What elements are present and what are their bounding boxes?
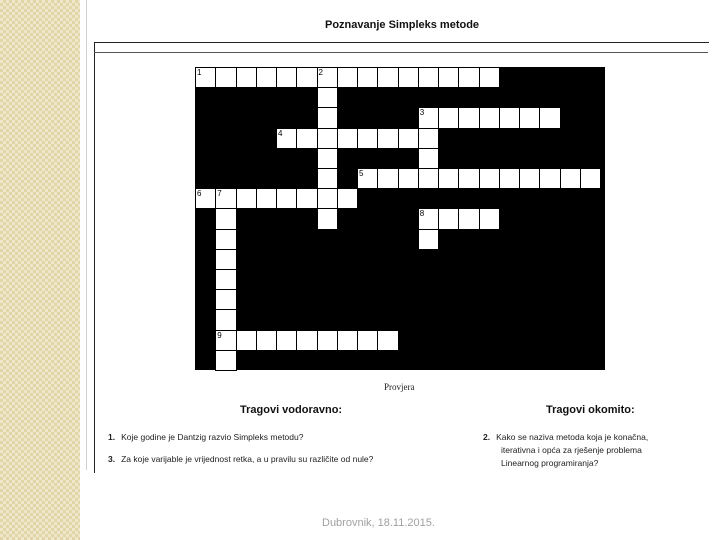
crossword-cell[interactable] xyxy=(438,67,459,88)
crossword-cell[interactable] xyxy=(438,107,459,128)
crossword-cell[interactable] xyxy=(499,107,520,128)
crossword-cell[interactable] xyxy=(418,128,439,149)
crossword-cell[interactable] xyxy=(580,168,601,189)
crossword-cell[interactable] xyxy=(317,148,338,169)
crossword-cell[interactable] xyxy=(317,168,338,189)
crossword-cell[interactable] xyxy=(398,128,419,149)
document-title: Poznavanje Simpleks metode xyxy=(325,19,480,31)
crossword-cell[interactable] xyxy=(256,330,277,351)
side-divider xyxy=(86,0,87,470)
crossword-cell[interactable] xyxy=(337,330,358,351)
crossword-cell[interactable] xyxy=(377,168,398,189)
crossword-cell[interactable] xyxy=(418,229,439,250)
crossword-number-1: 1 xyxy=(197,68,202,77)
crossword-cell[interactable] xyxy=(539,107,560,128)
crossword-cell[interactable] xyxy=(296,67,317,88)
crossword-cell[interactable] xyxy=(479,107,500,128)
crossword-cell[interactable] xyxy=(479,168,500,189)
down-clue-2 xyxy=(483,432,648,442)
crossword-number-3: 3 xyxy=(419,108,425,118)
crossword-cell[interactable] xyxy=(458,67,479,88)
crossword-cell[interactable] xyxy=(418,168,439,189)
document-header-rule xyxy=(94,52,708,53)
crossword-number-8: 8 xyxy=(419,209,425,219)
crossword-cell[interactable] xyxy=(560,168,581,189)
crossword-cell[interactable] xyxy=(296,330,317,351)
crossword-cell[interactable] xyxy=(479,67,500,88)
crossword-cell[interactable] xyxy=(215,249,236,270)
crossword-cell[interactable] xyxy=(215,208,236,229)
crossword-number-7: 7 xyxy=(217,189,222,199)
crossword-cell[interactable] xyxy=(215,229,236,250)
crossword-cell[interactable] xyxy=(377,67,398,88)
crossword-cell[interactable] xyxy=(236,67,257,88)
footer-date: Dubrovnik, 18.11.2015. xyxy=(322,517,435,529)
crossword-grid xyxy=(195,67,605,370)
crossword-cell[interactable] xyxy=(479,208,500,229)
crossword-cell[interactable] xyxy=(357,330,378,351)
crossword-cell[interactable] xyxy=(458,168,479,189)
crossword-cell[interactable] xyxy=(317,330,338,351)
crossword-cell[interactable] xyxy=(296,128,317,149)
crossword-cell[interactable] xyxy=(317,188,338,209)
crossword-number-4: 4 xyxy=(278,128,283,138)
crossword-cell[interactable] xyxy=(215,269,236,290)
crossword-number-6: 6 xyxy=(197,189,202,199)
down-clues-heading: Tragovi okomito: xyxy=(546,404,635,416)
crossword-number-5: 5 xyxy=(359,169,364,178)
across-clue-1 xyxy=(108,432,303,442)
crossword-cell[interactable] xyxy=(337,188,358,209)
down-clue-2-line-1: Kako se naziva metoda koja je konačna, xyxy=(496,432,649,442)
crossword-cell[interactable] xyxy=(215,67,236,88)
crossword-cell[interactable] xyxy=(337,67,358,88)
crossword-cell[interactable] xyxy=(499,168,520,189)
across-clues-heading: Tragovi vodoravno: xyxy=(240,404,343,416)
down-clue-2-line-2: iterativna i opća za rješenje problema xyxy=(501,445,642,455)
crossword-cell[interactable] xyxy=(317,128,338,149)
crossword-number-9: 9 xyxy=(217,330,222,340)
crossword-cell[interactable] xyxy=(519,168,540,189)
crossword-cell[interactable] xyxy=(377,330,398,351)
crossword-cell[interactable] xyxy=(276,188,297,209)
crossword-cell[interactable] xyxy=(519,107,540,128)
crossword-cell[interactable] xyxy=(539,168,560,189)
across-clue-3-number: 3. xyxy=(108,454,116,464)
crossword-cell[interactable] xyxy=(236,188,257,209)
crossword-cell[interactable] xyxy=(418,67,439,88)
crossword-cell[interactable] xyxy=(256,67,277,88)
crossword-cell[interactable] xyxy=(296,188,317,209)
crossword-cell[interactable] xyxy=(398,67,419,88)
across-clue-1-text: Koje godine je Dantzig razvio Simpleks metodu? xyxy=(121,432,304,442)
crossword-cell[interactable] xyxy=(215,309,236,330)
crossword-cell[interactable] xyxy=(215,289,236,310)
across-clue-1-number: 1. xyxy=(108,432,116,442)
crossword-cell[interactable] xyxy=(317,208,338,229)
crossword-cell[interactable] xyxy=(276,67,297,88)
down-clue-2-number: 2. xyxy=(483,432,491,442)
across-clue-3 xyxy=(108,454,373,464)
crossword-cell[interactable] xyxy=(377,128,398,149)
decorative-side-pattern xyxy=(0,0,80,540)
crossword-cell[interactable] xyxy=(418,148,439,169)
crossword-cell[interactable] xyxy=(276,330,297,351)
crossword-cell[interactable] xyxy=(337,128,358,149)
crossword-cell[interactable] xyxy=(317,87,338,108)
crossword-cell[interactable] xyxy=(438,168,459,189)
crossword-cell[interactable] xyxy=(236,330,257,351)
crossword-cell[interactable] xyxy=(215,350,236,371)
check-answers-link[interactable]: Provjera xyxy=(384,382,415,392)
crossword-cell[interactable] xyxy=(398,168,419,189)
crossword-cell[interactable] xyxy=(458,208,479,229)
crossword-cell[interactable] xyxy=(438,208,459,229)
crossword-cell[interactable] xyxy=(357,67,378,88)
down-clue-2-line-3: Linearnog programiranja? xyxy=(501,458,599,468)
crossword-number-2: 2 xyxy=(318,68,323,77)
crossword-cell[interactable] xyxy=(458,107,479,128)
crossword-cell[interactable] xyxy=(317,107,338,128)
crossword-cell[interactable] xyxy=(357,128,378,149)
crossword-cell[interactable] xyxy=(256,188,277,209)
across-clue-3-text: Za koje varijable je vrijednost retka, a u pravilu su različite od nule? xyxy=(121,454,374,464)
